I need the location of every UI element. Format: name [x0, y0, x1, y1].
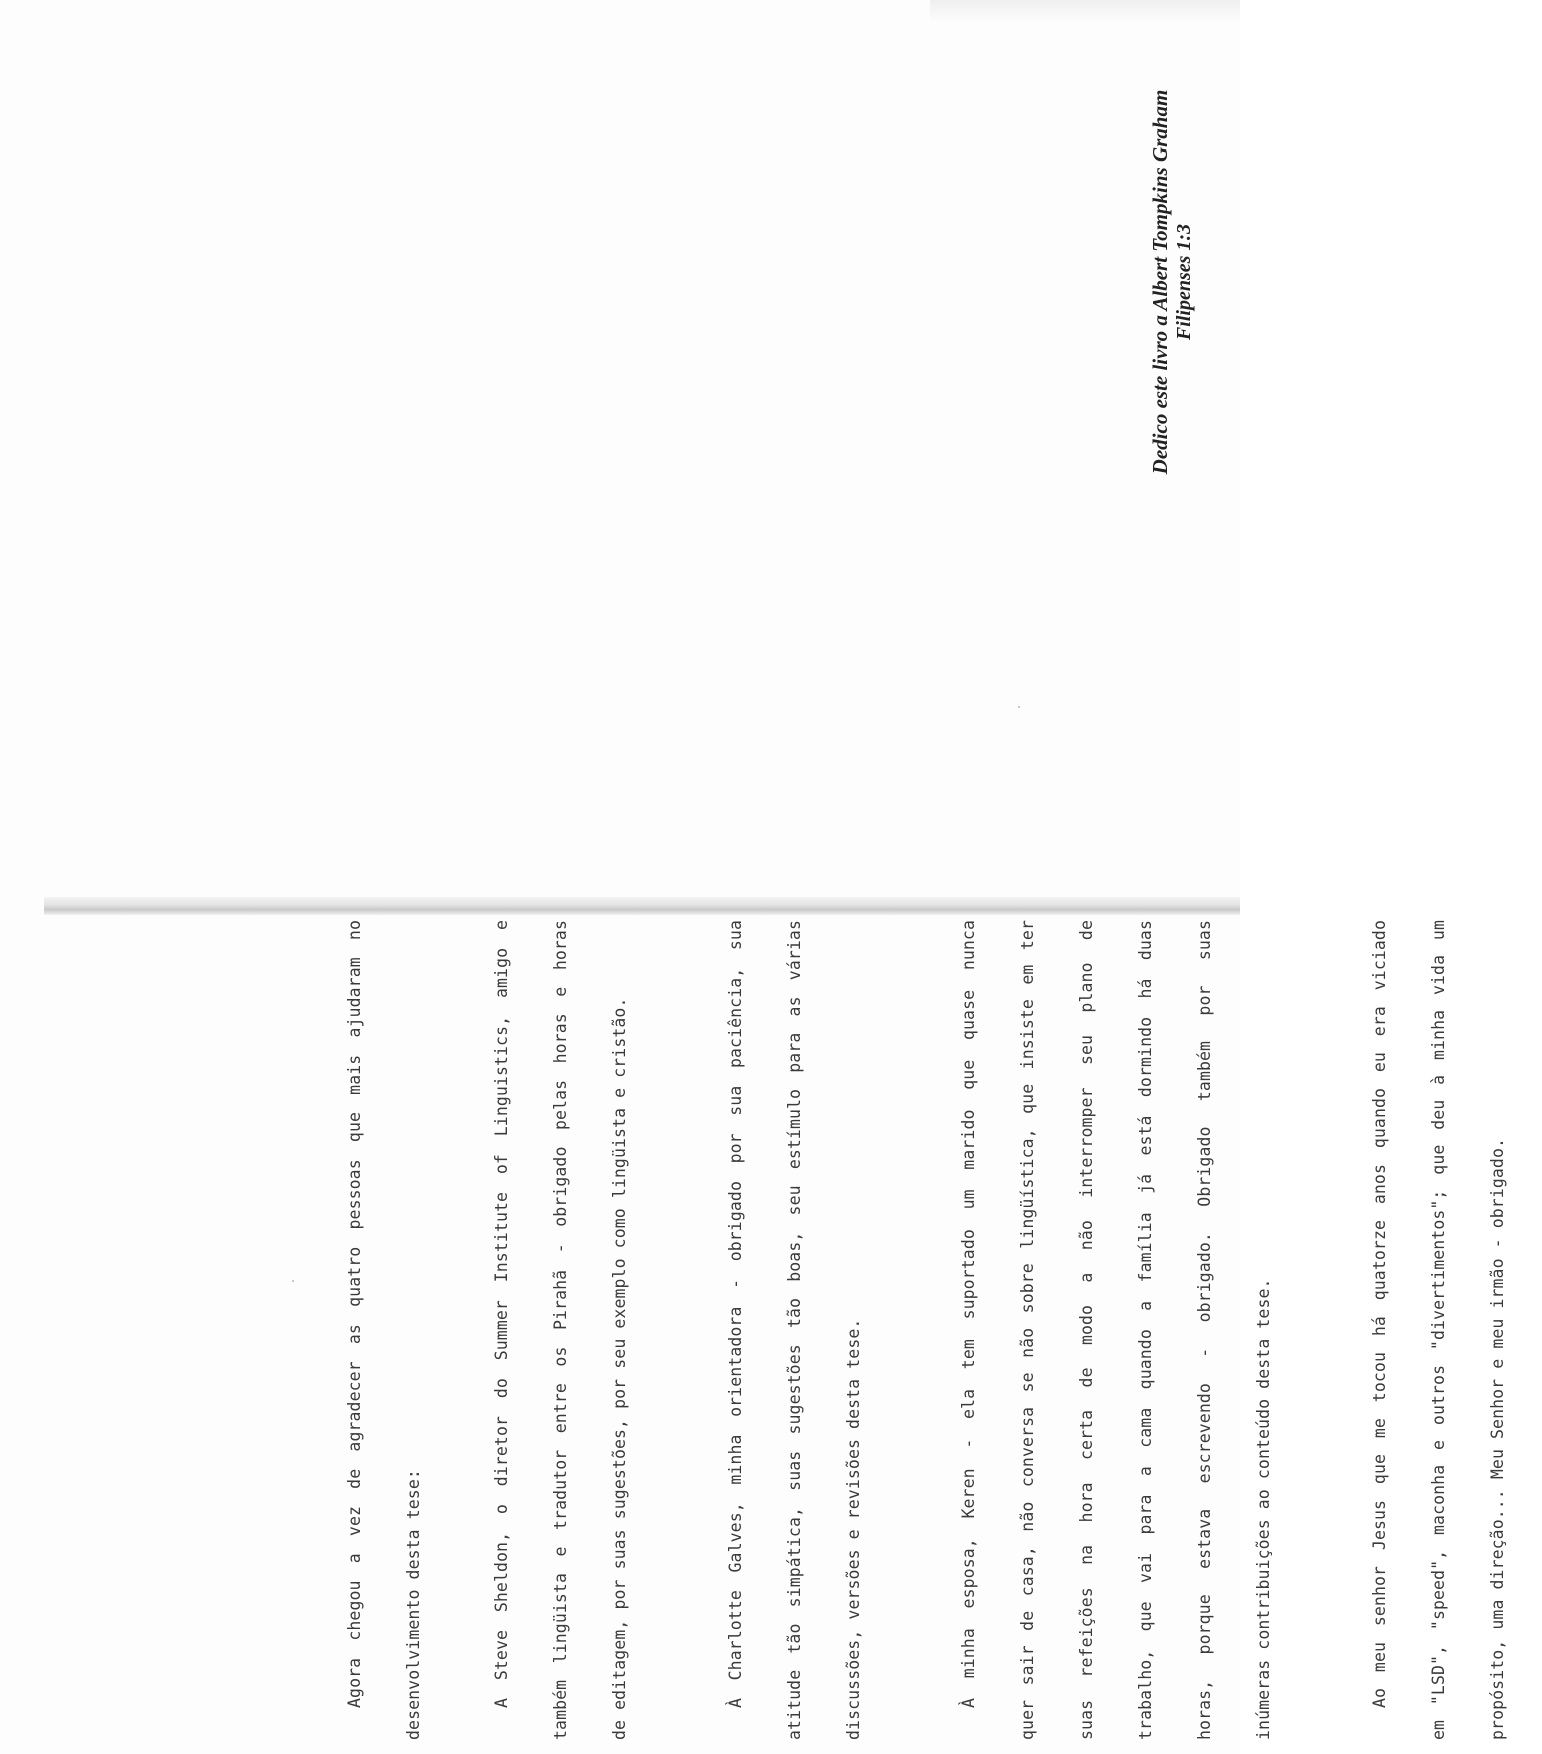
- book-fold-gutter: [44, 897, 1240, 915]
- text-line: Ao meu senhor Jesus que me tocou há quatorze anos quando eu era viciado: [1369, 920, 1389, 1708]
- text-line: de editagem, por suas sugestões, por seu exemplo como lingüista e cristão.: [610, 997, 629, 1740]
- text-line: em "LSD", "speed", maconha e outros "divertimentos"; que deu à minha vida um: [1428, 920, 1448, 1740]
- scan-speck: [1018, 706, 1020, 708]
- ack-paragraph-advisor: [691, 920, 898, 1740]
- ack-paragraph-intro: [310, 920, 664, 1740]
- dedication: [1148, 62, 1196, 502]
- ack-paragraph-wife: [925, 920, 1309, 1740]
- text-line: A Steve Sheldon, o diretor do Summer Institute of Linguistics, amigo e: [492, 920, 511, 1708]
- text-line: Agora chegou a vez de agradecer as quatro pessoas que mais ajudaram no: [344, 920, 364, 1708]
- page-top-shadow: [930, 0, 1240, 22]
- text-line: horas, porque estava escrevendo - obrigado. Obrigado também por suas: [1195, 920, 1214, 1740]
- scan-speck: [292, 1280, 294, 1282]
- text-line: À minha esposa, Keren - ela tem suportado um marido que quase nunca: [959, 920, 978, 1708]
- text-line: propósito, uma direção... Meu Senhor e meu irmão - obrigado.: [1487, 1137, 1507, 1740]
- text-line: quer sair de casa, não conversa se não sobre lingüística, que insiste em ter: [1018, 920, 1037, 1740]
- ack-paragraph-faith: [1335, 920, 1542, 1740]
- text-line: suas refeições na hora certa de modo a não interromper seu plano de: [1077, 920, 1096, 1740]
- text-line: discussões, versões e revisões desta tese.: [843, 1318, 863, 1740]
- text-line: À Charlotte Galves, minha orientadora - obrigado por sua paciência, sua: [725, 920, 745, 1708]
- text-line: desenvolvimento desta tese:: [403, 1469, 423, 1740]
- dedication-line: Dedico este livro a Albert Tompkins Graham: [1148, 89, 1172, 475]
- text-line: inúmeras contribuições ao conteúdo desta tese.: [1254, 1278, 1273, 1740]
- text-line: também lingüista e tradutor entre os Pirahã - obrigado pelas horas e horas: [551, 920, 570, 1740]
- acknowledgements-page: [310, 920, 1507, 1740]
- text-line: atitude tão simpática, suas sugestões tão boas, seu estímulo para as várias: [784, 920, 804, 1740]
- dedication-verse: Filipenses 1:3: [1173, 223, 1195, 341]
- text-line: trabalho, que vai para a cama quando a família já está dormindo há duas: [1136, 920, 1155, 1740]
